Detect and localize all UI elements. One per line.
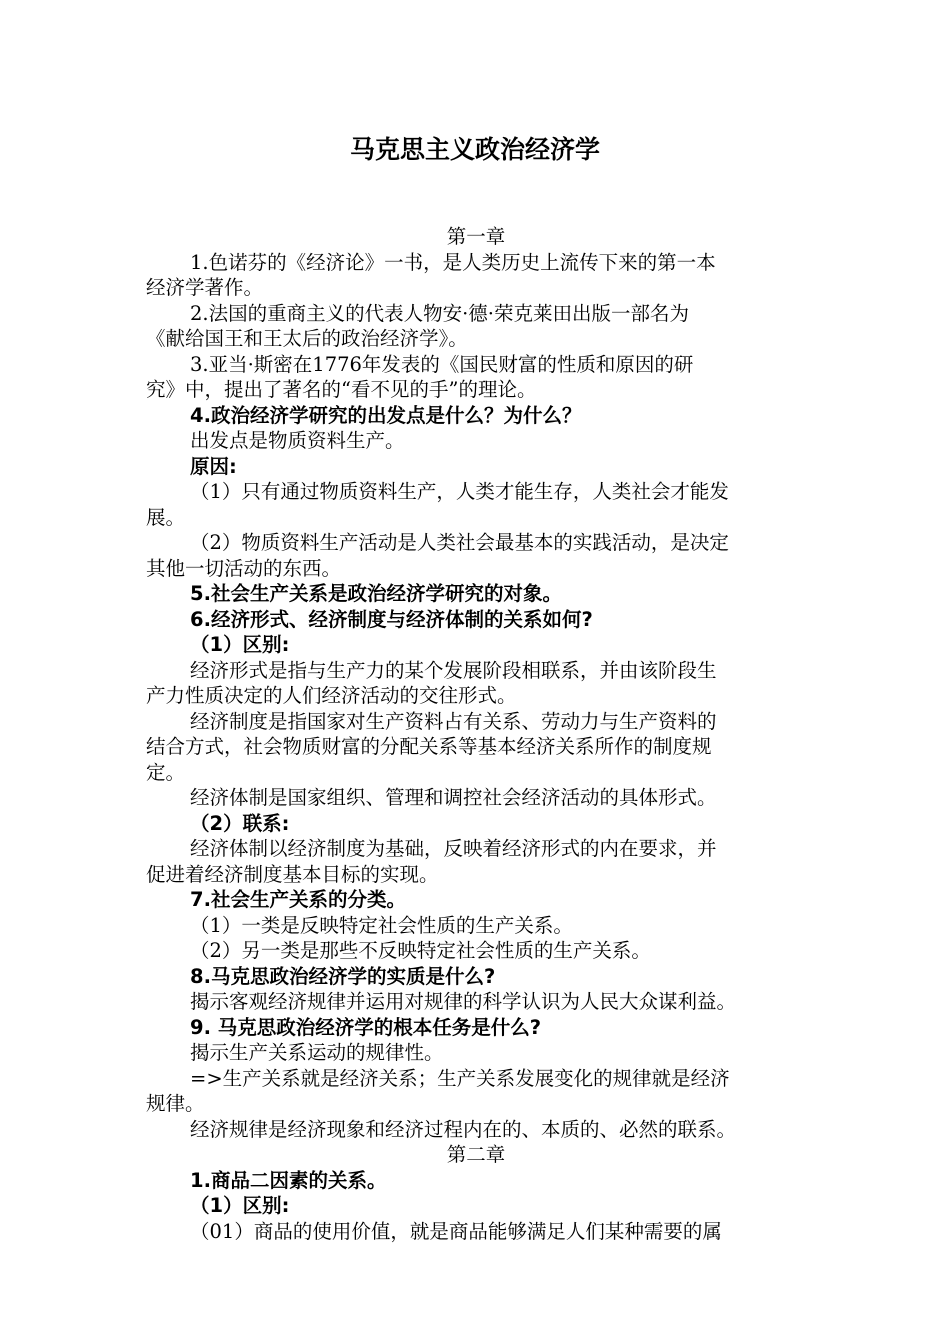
question-line: 9. 马克思政治经济学的根本任务是什么? [190, 1015, 542, 1039]
paragraph-line: 2.法国的重商主义的代表人物安·德·荣克莱田出版一部名为 [190, 301, 690, 325]
paragraph-line: 究》中，提出了著名的“看不见的手”的理论。 [146, 378, 537, 401]
paragraph-line: 《献给国王和王太后的政治经济学》。 [146, 327, 468, 350]
paragraph-line: 揭示生产关系运动的规律性。 [190, 1041, 444, 1064]
chapter-heading: 第二章 [446, 1143, 506, 1166]
document-title: 马克思主义政治经济学 [349, 135, 600, 164]
paragraph-line: （01）商品的使用价值，就是商品能够满足人们某种需要的属 [190, 1219, 722, 1243]
paragraph-line: 出发点是物质资料生产。 [190, 429, 405, 452]
question-line: 原因: [190, 454, 237, 478]
question-line: 8.马克思政治经济学的实质是什么? [190, 964, 496, 988]
paragraph-line: 产力性质决定的人们经济活动的交往形式。 [146, 684, 517, 707]
paragraph-line: 经济规律是经济现象和经济过程内在的、本质的、必然的联系。 [190, 1117, 737, 1141]
document-body [146, 224, 806, 1244]
paragraph-line: 经济学著作。 [146, 276, 264, 299]
paragraph-line: =>生产关系就是经济关系；生产关系发展变化的规律就是经济 [190, 1066, 730, 1090]
paragraph-line: （1）只有通过物质资料生产，人类才能生存，人类社会才能发 [190, 480, 729, 503]
paragraph-line: （2）另一类是那些不反映特定社会性质的生产关系。 [190, 939, 651, 962]
paragraph-line: 经济体制以经济制度为基础，反映着经济形式的内在要求，并 [190, 837, 717, 860]
paragraph-line: （2）物质资料生产活动是人类社会最基本的实践活动，是决定 [190, 531, 729, 554]
paragraph-line: 经济体制是国家组织、管理和调控社会经济活动的具体形式。 [190, 786, 717, 809]
paragraph-line: 结合方式，社会物质财富的分配关系等基本经济关系所作的制度规 [146, 735, 712, 758]
paragraph-line: 规律。 [146, 1092, 205, 1115]
paragraph-line: 促进着经济制度基本目标的实现。 [146, 862, 439, 886]
chapter-heading: 第一章 [446, 225, 506, 248]
paragraph-line: 其他一切活动的东西。 [146, 556, 342, 580]
question-line: 6.经济形式、经济制度与经济体制的关系如何? [190, 607, 593, 631]
question-line: （2）联系: [190, 811, 290, 835]
question-line: 1.商品二因素的关系。 [190, 1168, 387, 1192]
question-line: 5.社会生产关系是政治经济学研究的对象。 [190, 582, 562, 605]
paragraph-line: 经济形式是指与生产力的某个发展阶段相联系，并由该阶段生 [190, 658, 717, 682]
question-line: （1）区别: [190, 1194, 290, 1217]
question-line: 7.社会生产关系的分类。 [190, 888, 406, 911]
paragraph-line: 揭示客观经济规律并运用对规律的科学认识为人民大众谋利益。 [190, 990, 737, 1013]
paragraph-line: 定。 [146, 760, 186, 784]
question-line: （1）区别: [190, 633, 290, 656]
paragraph-line: 1.色诺芬的《经济论》一书，是人类历史上流传下来的第一本 [190, 250, 716, 274]
paragraph-line: 3.亚当·斯密在1776年发表的《国民财富的性质和原因的研 [190, 352, 694, 376]
paragraph-line: （1）一类是反映特定社会性质的生产关系。 [190, 913, 573, 937]
question-line: 4.政治经济学研究的出发点是什么？为什么？ [190, 403, 582, 427]
paragraph-line: 展。 [146, 505, 186, 529]
paragraph-line: 经济制度是指国家对生产资料占有关系、劳动力与生产资料的 [190, 709, 717, 733]
